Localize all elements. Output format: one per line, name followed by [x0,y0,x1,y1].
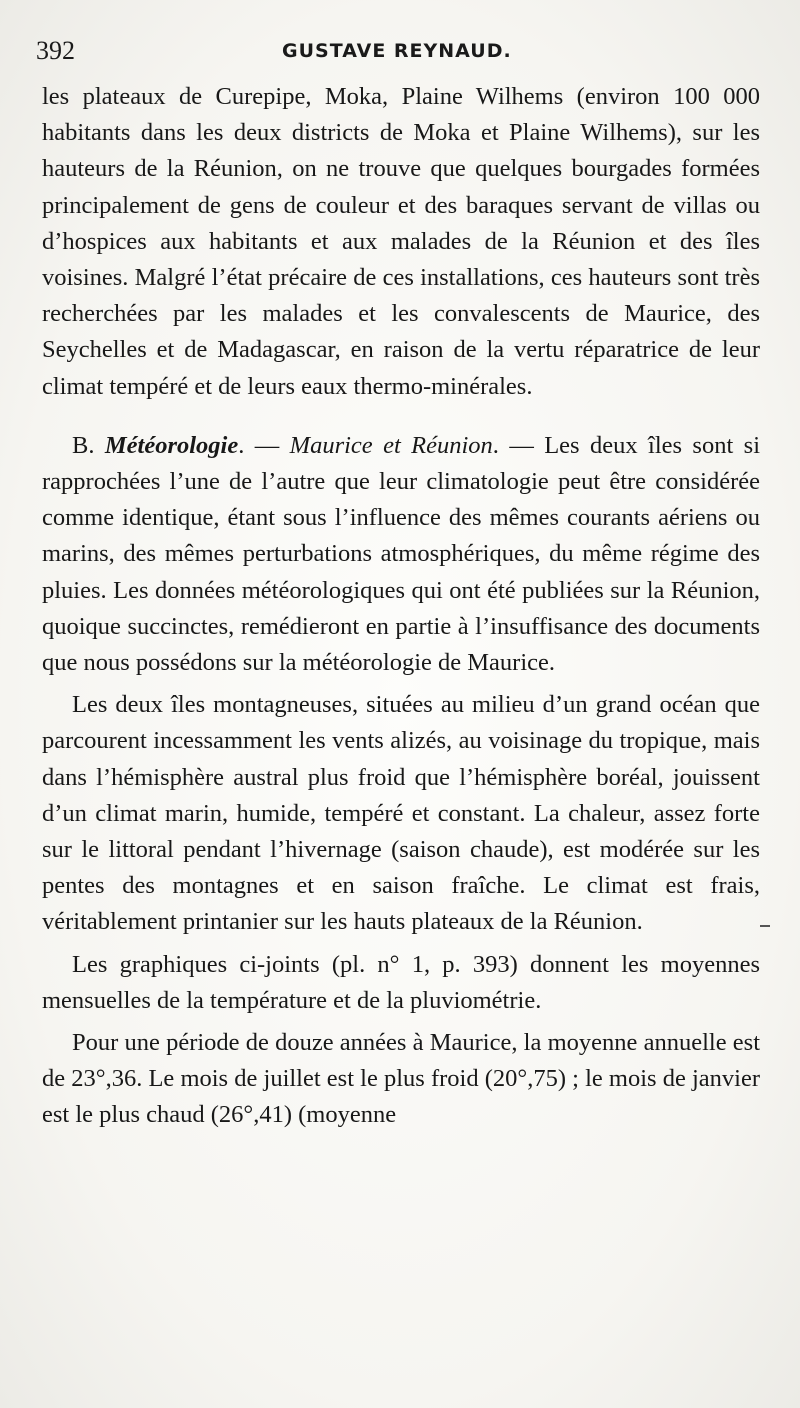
paragraph-1: les plateaux de Curepipe, Moka, Plaine Wilhems (environ 100 000 habitants dans les deux districts de Moka et Plaine Wilhems), sur les hauteurs de la Réunion, on ne trouve que quelques bourgades formées principalement de gens de couleur et des baraques servant de villas ou d’hospices aux habitants et aux malades de la Réunion et des îles voisines. Malgré l’état précaire de ces installations, ces hauteurs sont très recherchées par les malades et les convalescents de Maurice, des Seychelles et de Madagascar, en raison de la vertu réparatrice de leur climat tempéré et de leurs eaux thermo-minérales. [42,83,760,400]
page-body [42,79,760,1134]
page-number: 392 [36,36,75,65]
paragraph-2-text: Les deux îles sont si rapprochées l’une de l’autre que leur climatologie peut être considérée comme identique, étant sous l’influence des mêmes courants aériens ou marins, des mêmes perturbations atmosphériques, du même régime des pluies. Les données météorologiques qui ont été publiées sur la Réunion, quoique succinctes, remédieront en partie à l’insuffisance des documents que nous possédons sur la météorologie de Maurice. [42,431,761,677]
section-subheading: Maurice et Réunion [289,431,493,459]
page-header [36,36,758,70]
section-heading: Météorologie [104,431,239,459]
margin-mark [760,925,770,927]
heading-separator-2: . — [492,431,545,459]
section-letter: B. [72,431,105,459]
heading-separator-1: . — [238,431,290,459]
paragraph-3: Les deux îles montagneuses, situées au milieu d’un grand océan que parcourent incessamment les vents alizés, au voisinage du tropique, mais dans l’hémisphère austral plus froid que l’hémisphère boréal, jouissent d’un climat marin, humide, tempéré et constant. La chaleur, assez forte sur le littoral pendant l’hivernage (saison chaude), est modérée sur les pentes des montagnes et en saison fraîche. Le climat est frais, véritablement printanier sur les hauts plateaux de la Réunion. [42,691,760,936]
paragraph-5: Pour une période de douze années à Maurice, la moyenne annuelle est de 23°,36. Le mois de juillet est le plus froid (20°,75) ; le mois de janvier est le plus chaud (26°,41) (moyenne [42,1029,760,1129]
paragraph-4: Les graphiques ci-joints (pl. n° 1, p. 393) donnent les moyennes mensuelles de la température et de la pluviométrie. [42,950,760,1014]
running-head: GUSTAVE REYNAUD. [282,40,512,62]
paragraph-meteorologie [42,428,760,681]
